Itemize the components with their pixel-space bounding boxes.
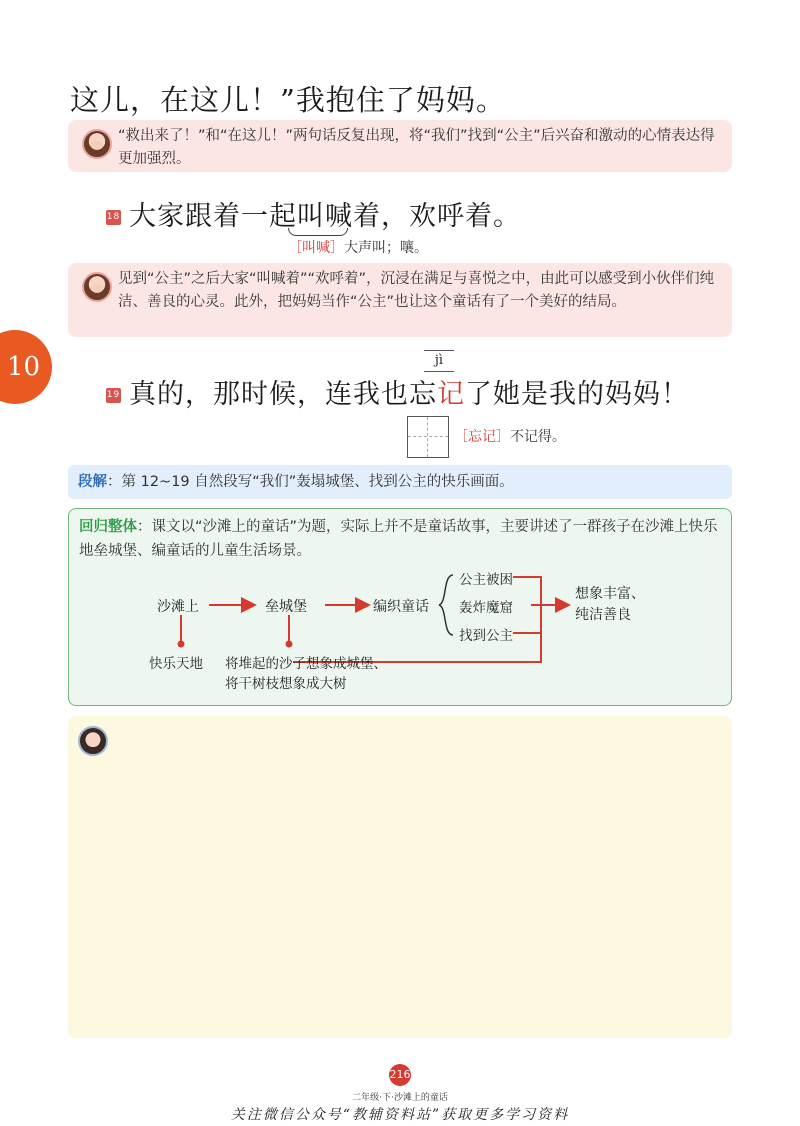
flow-result-2: 纯洁善良	[575, 607, 631, 623]
sentence-18-post: 着，欢呼着。	[353, 201, 521, 232]
summary-label: 回归整体	[79, 519, 137, 535]
chapter-side-tab: 10	[0, 330, 52, 404]
gloss-18-term: ［叫喊］	[288, 240, 344, 256]
summary-text: ：课文以“沙滩上的童话”为题，实际上并不是童话故事，主要讲述了一群孩子在沙滩上快乐地垒城堡、编童话的儿童生活场景。	[79, 519, 718, 559]
sentence-19	[106, 372, 689, 411]
gloss-19-term: ［忘记］	[454, 429, 510, 445]
teacher-note-1	[68, 120, 732, 172]
paragraph-number-19: 19	[106, 388, 121, 403]
sentence-19-post: 了她是我的妈妈！	[465, 379, 689, 410]
teacher-note-2	[68, 263, 732, 337]
sentence-19-pre: 真的，那时候，连我也忘	[129, 379, 437, 410]
flow-branch-1: 公主被困	[459, 572, 513, 588]
underbrace-icon	[288, 228, 348, 236]
note-2-text: 见到“公主”之后大家“叫喊着”“欢呼着”，沉浸在满足与喜悦之中，由此可以感受到小伙伴们纯洁、善良的心灵。此外，把妈妈当作“公主”也让这个童话有了一个美好的结局。	[118, 271, 715, 310]
gloss-18	[288, 237, 428, 257]
summary-box	[68, 508, 732, 706]
flow-sub-2b: 将干树枝想象成大树	[225, 676, 347, 692]
curly-brace-icon	[439, 575, 453, 635]
teacher-avatar-icon	[82, 272, 112, 302]
flow-node-bianzhi: 编织童话	[373, 599, 429, 615]
flow-node-shatan: 沙滩上	[157, 599, 199, 615]
notes-area	[68, 716, 732, 1038]
paragraph-explanation-label: 段解	[78, 474, 107, 490]
paragraph-explanation-text: ：第 12~19 自然段写“我们”轰塌城堡、找到公主的快乐画面。	[107, 474, 514, 490]
flow-branch-3: 找到公主	[459, 628, 513, 644]
paragraph-explanation	[68, 465, 732, 499]
gloss-18-def: 大声叫；嚷。	[344, 240, 428, 256]
flow-branch-2: 轰炸魔窟	[459, 600, 513, 616]
sentence-19-keyword: 记	[437, 379, 465, 410]
sentence-18-keyword: 叫喊	[297, 201, 353, 232]
pinyin-box: jì	[424, 350, 454, 372]
gloss-19-def: 不记得。	[510, 429, 566, 445]
flow-node-leichengbao: 垒城堡	[265, 599, 307, 615]
flow-sub-2a: 将堆起的沙子想象成城堡、	[225, 656, 387, 672]
page-number: 216	[389, 1064, 411, 1086]
flow-dot-2	[286, 641, 293, 648]
text-line-top: 这儿，在这儿！”我抱住了妈妈。	[70, 83, 506, 117]
teacher-avatar-icon	[82, 129, 112, 159]
footer-ad: 关注微信公众号“教辅资料站”获取更多学习资料	[230, 1107, 570, 1123]
gloss-19	[454, 426, 566, 446]
footer-subtitle: 二年级·下·沙滩上的童话	[352, 1093, 448, 1103]
sentence-18-pre: 大家跟着一起	[129, 201, 297, 232]
writing-grid-box	[407, 416, 449, 458]
student-avatar-icon	[78, 726, 108, 756]
flow-dot-1	[178, 641, 185, 648]
flow-sub-1: 快乐天地	[149, 656, 203, 672]
flow-result-1: 想象丰富、	[575, 586, 645, 602]
note-1-text: “救出来了！”和“在这儿！”两句话反复出现，将“我们”找到“公主”后兴奋和激动的心情表达得更加强烈。	[118, 128, 715, 167]
paragraph-number-18: 18	[106, 210, 121, 225]
